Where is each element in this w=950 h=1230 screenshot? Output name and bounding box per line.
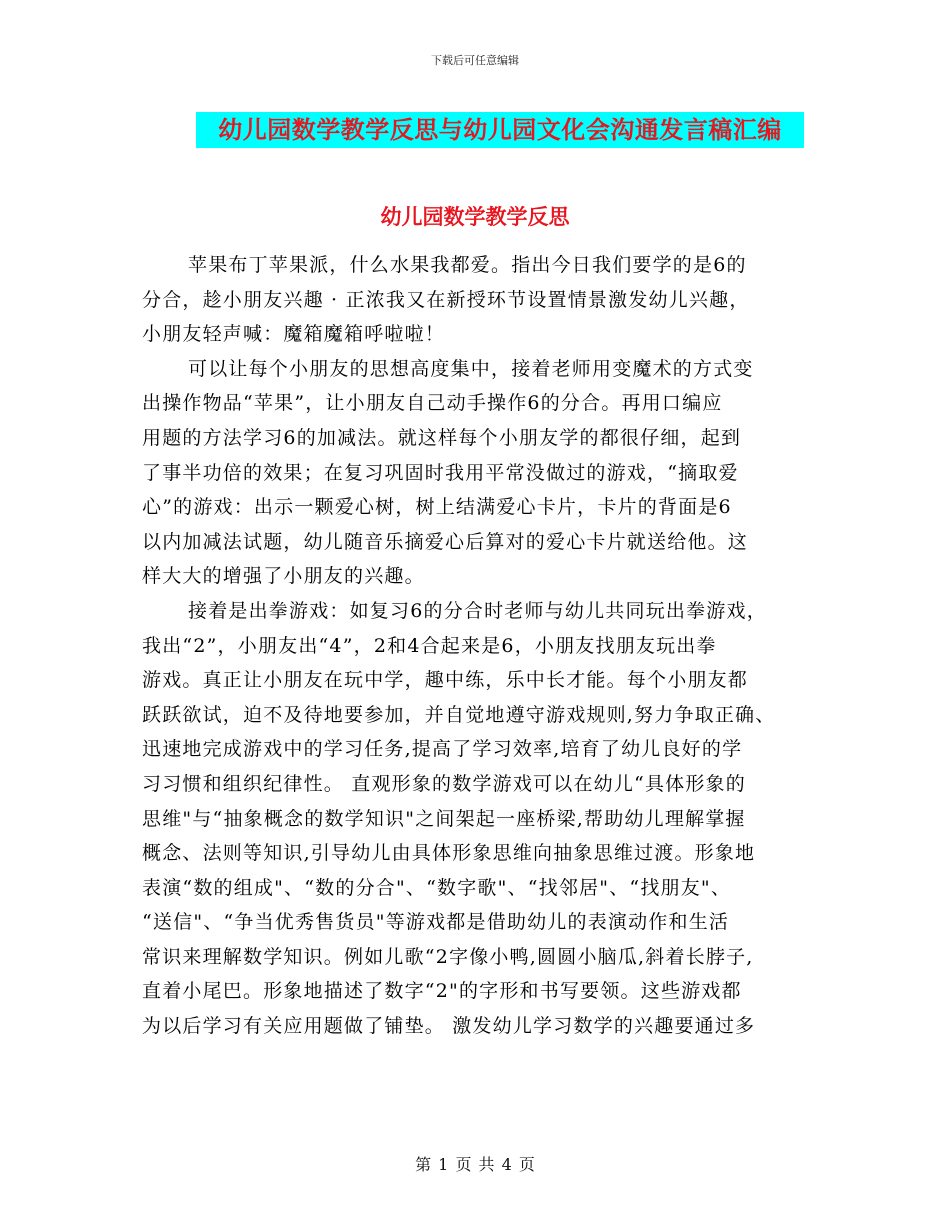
paragraph-line: 思维"与“抽象概念的数学知识"之间架起一座桥梁,帮助幼儿理解掌握 [142, 807, 746, 830]
body-text [142, 248, 822, 1044]
page-header-note: 下载后可任意编辑 [431, 54, 519, 67]
page-number: 第 1 页 共 4 页 [415, 1155, 535, 1174]
paragraph-line: 小朋友轻声喊：魔箱魔箱呼啦啦！ [142, 323, 446, 346]
paragraph-line: 概念、法则等知识,引导幼儿由具体形象思维向抽象思维过渡。形象地 [142, 842, 756, 865]
paragraph-line: 分合，趁小朋友兴趣 · 正浓我又在新授环节设置情景激发幼儿兴趣， [142, 288, 750, 311]
paragraph-line: 我出“2”，小朋友出“4”，2和4合起来是6，小朋友找朋友玩出拳 [142, 634, 717, 657]
paragraph-line: 习习惯和组织纪律性。 直观形象的数学游戏可以在幼儿“具体形象的 [142, 772, 746, 795]
paragraph-line: 为以后学习有关应用题做了铺垫。 激发幼儿学习数学的兴趣要通过多 [142, 1015, 756, 1038]
paragraph-line: 出操作物品“苹果”，让小朋友自己动手操作6的分合。再用口编应 [142, 392, 723, 415]
paragraph-line: 接着是出拳游戏：如复习6的分合时老师与幼儿共同玩出拳游戏， [188, 599, 767, 622]
paragraph-line: 跃跃欲试，迫不及待地要参加，并自觉地遵守游戏规则,努力争取正确、 [142, 703, 776, 726]
paragraph-line: 游戏。真正让小朋友在玩中学，趣中练，乐中长才能。每个小朋友都 [142, 669, 749, 692]
paragraph-line: 表演“数的组成"、“数的分合"、“数字歌"、“找邻居"、“找朋友"、 [142, 876, 732, 899]
paragraph-line: 心”的游戏：出示一颗爱心树，树上结满爱心卡片，卡片的背面是6 [142, 496, 732, 519]
paragraph-line: 了事半功倍的效果；在复习巩固时我用平常没做过的游戏，“摘取爱 [142, 461, 739, 484]
document-title: 幼儿园数学教学反思与幼儿园文化会沟通发言稿汇编 [218, 116, 782, 144]
paragraph-line: 迅速地完成游戏中的学习任务,提高了学习效率,培育了幼儿良好的学 [142, 738, 743, 761]
paragraph-line: “送信"、“争当优秀售货员"等游戏都是借助幼儿的表演动作和生活 [142, 911, 730, 934]
section-heading: 幼儿园数学教学反思 [380, 205, 570, 229]
paragraph-line: 直着小尾巴。形象地描述了数字“2"的字形和书写要领。这些游戏都 [142, 980, 742, 1003]
document-title-highlight [196, 112, 804, 148]
paragraph-line: 常识来理解数学知识。例如儿歌“2字像小鸭,圆圆小脑瓜,斜着长脖子, [142, 945, 754, 968]
paragraph-line: 可以让每个小朋友的思想高度集中，接着老师用变魔术的方式变 [188, 357, 754, 380]
paragraph-line: 苹果布丁苹果派，什么水果我都爱。指出今日我们要学的是6的 [188, 254, 747, 276]
paragraph-line: 用题的方法学习6的加减法。就这样每个小朋友学的都很仔细，起到 [142, 426, 742, 449]
paragraph-line: 样大大的增强了小朋友的兴趣。 [142, 565, 425, 588]
paragraph-line: 以内加减法试题，幼儿随音乐摘爱心后算对的爱心卡片就送给他。这 [142, 530, 749, 553]
